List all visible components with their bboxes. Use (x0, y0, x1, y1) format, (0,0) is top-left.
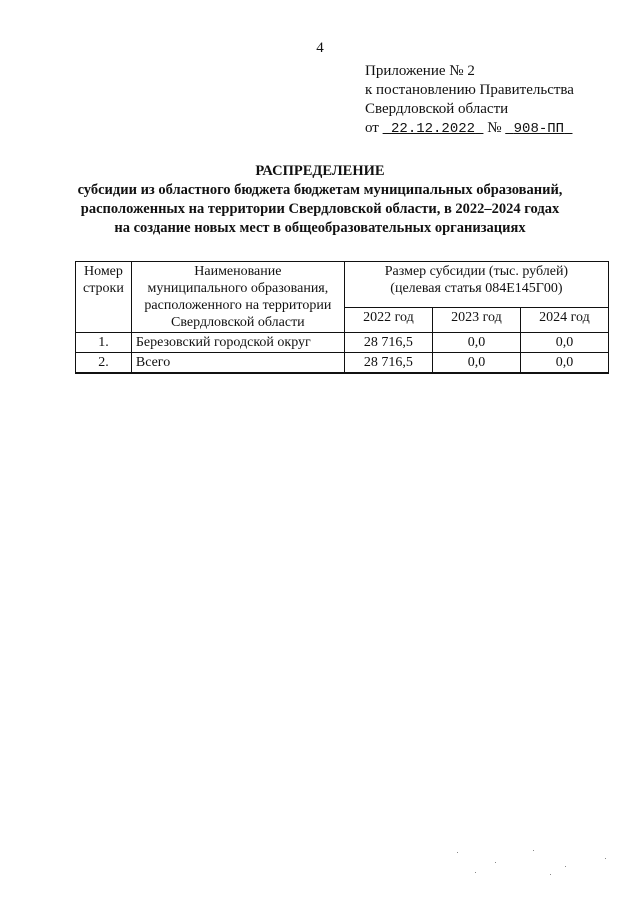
row-number: 1. (76, 333, 132, 353)
title-line-3: расположенных на территории Свердловской области, в 2022–2024 годах (80, 201, 560, 217)
header-row-1 (76, 262, 609, 308)
document-title (60, 162, 580, 238)
table-row-total (76, 353, 609, 374)
value-2022: 28 716,5 (344, 353, 432, 374)
appendix-block (365, 62, 574, 139)
row-number: 2. (76, 353, 132, 374)
value-2022: 28 716,5 (344, 333, 432, 353)
value-2024: 0,0 (520, 333, 608, 353)
scan-speckles (455, 848, 615, 878)
number-prefix: № (487, 120, 502, 136)
title-line-2: субсидии из областного бюджета бюджетам муниципальных образований, (77, 182, 563, 198)
title-line-4: на создание новых мест в общеобразовательных организациях (114, 220, 526, 236)
header-row-number: Номер строки (76, 262, 132, 333)
date-prefix: от (365, 120, 379, 136)
subsidy-table (75, 261, 609, 374)
appendix-resolution: к постановлению Правительства (365, 82, 574, 98)
title-heading: РАСПРЕДЕЛЕНИЕ (255, 163, 385, 179)
value-2023: 0,0 (432, 353, 520, 374)
resolution-date: 22.12.2022 (391, 121, 476, 137)
page-number: 4 (316, 40, 324, 56)
header-year-2022: 2022 год (344, 308, 432, 333)
municipality-name: Березовский городской округ (131, 333, 344, 353)
appendix-title: Приложение № 2 (365, 63, 475, 79)
value-2023: 0,0 (432, 333, 520, 353)
appendix-region: Свердловской области (365, 101, 509, 117)
header-name: Наименование муниципального образования, расположенного на территории Свердловской области (131, 262, 344, 333)
appendix-date-line (365, 119, 574, 139)
header-subsidy: Размер субсидии (тыс. рублей) (целевая статья 084Е145Г00) (344, 262, 608, 308)
header-year-2023: 2023 год (432, 308, 520, 333)
resolution-number: 908-ПП (513, 121, 565, 137)
municipality-name: Всего (131, 353, 344, 374)
value-2024: 0,0 (520, 353, 608, 374)
header-year-2024: 2024 год (520, 308, 608, 333)
table-row (76, 333, 609, 353)
